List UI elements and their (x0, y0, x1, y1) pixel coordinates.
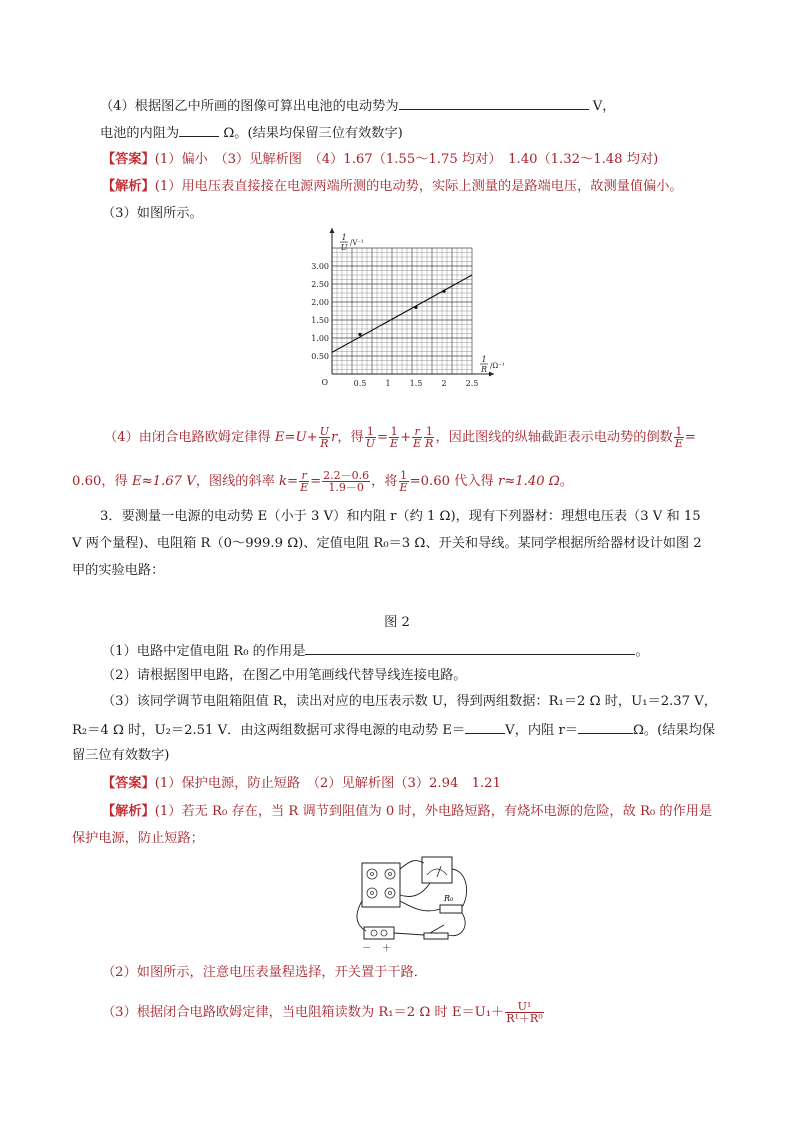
analysis-tag: 【解析】 (102, 179, 155, 194)
q4-unit: V， (592, 99, 616, 114)
analysis-1 (102, 177, 683, 197)
frac-den: R¹＋R⁰ (506, 1012, 543, 1025)
analysis2-l1: (1）若无 R₀ 存在，当 R 调节到阻值为 0 时，外电路短路，有烧坏电源的危险，故 R₀ 的作用是 (154, 804, 713, 819)
battery (364, 927, 394, 939)
r0-label: R₀ (444, 894, 454, 903)
line-chart (300, 228, 505, 408)
q3-s2: （2）请根据图甲电路，在图乙中用笔画线代替导线连接电路。 (102, 668, 467, 683)
q3-line1: 3．要测量一电源的电动势 E（小于 3 V）和内阻 r（约 1 Ω)，现有下列器材：理想电压表（3 V 和 15 (100, 509, 701, 524)
frac-num: 1 (675, 425, 683, 438)
emf-blank (399, 95, 589, 110)
q3-s1-end: 。 (635, 644, 649, 659)
emf-blank-2 (465, 719, 505, 734)
q3-s3-line3: 留三位有效数字) (72, 748, 170, 763)
y-label-num: 1 (341, 233, 347, 242)
sol-l2-c: ，图线的斜率 (195, 474, 280, 489)
fig-intro-text: （3）如图所示。 (102, 206, 203, 221)
frac-num: r (414, 425, 420, 438)
eq-r: r (331, 430, 338, 445)
sol-l1-a: （4）由闭合电路欧姆定律得 (104, 430, 275, 445)
y-tick-label: 1.50 (311, 316, 329, 325)
switch-lever (430, 925, 444, 933)
q4-solution-line1: （4）由闭合电路欧姆定律得 E=U+ $\frac{U}{R}$ r，得 $\frac{1}{U}$ = $\frac{1}{E}$ + $\frac{r}{E}$ $\frac{1}{R}$ ，因此图线的纵轴截距表示电动势的倒数 $\frac{1}{E}$ = (104, 425, 696, 450)
figure-caption: 图 2 (384, 615, 410, 630)
frac-den: E (413, 437, 422, 450)
frac-1-over-e-2 (674, 426, 684, 449)
sol-r-value: r≈1.40 Ω (497, 474, 560, 489)
q3-s3-l2b: V，内阻 r＝ (505, 723, 578, 738)
plus-label: ＋ (382, 944, 392, 954)
q4-line2-b: Ω。(结果均保留三位有效数字) (223, 126, 403, 141)
frac-num: 1 (400, 469, 408, 482)
q3-s1-text: （1）电路中定值电阻 R₀ 的作用是 (102, 644, 306, 659)
answer-1 (102, 150, 658, 170)
sol-l2-g: 。 (559, 474, 573, 489)
resistance-box (362, 863, 400, 907)
frac-u1-over-sum (505, 1001, 543, 1024)
analysis2-s3-text: （3）根据闭合电路欧姆定律，当电阻箱读数为 R₁＝2 Ω 时 E＝U₁＋ (102, 1005, 505, 1020)
resistance-blank (179, 122, 219, 137)
q3-s3-l2c: Ω。(结果均保 (632, 723, 715, 738)
x-label-unit: /Ω⁻¹ (490, 362, 505, 370)
q4-line1 (100, 95, 615, 117)
frac-num: r (301, 469, 307, 482)
data-point (358, 333, 361, 336)
frac-den: R (320, 437, 329, 450)
frac-den: U (365, 437, 375, 450)
frac-1-over-u (365, 426, 376, 449)
origin-label: O (321, 378, 328, 387)
frac-num: 1 (365, 426, 376, 438)
data-point (414, 306, 417, 309)
frac-den: R (425, 437, 434, 450)
frac-den: E (674, 437, 683, 450)
r0-resistor (440, 905, 462, 913)
q3-s3-l2a: R₂＝4 Ω 时，U₂＝2.51 V．由这两组数据可求得电源的电动势 E＝ (72, 723, 466, 738)
frac-1-over-e-4 (399, 470, 409, 493)
analysis-2-line1 (102, 802, 712, 822)
frac-den: E (300, 481, 309, 494)
frac-den: E (390, 437, 399, 450)
frac-den: 1.9－0 (328, 481, 364, 494)
y-tick-label: 2.50 (311, 280, 329, 289)
q4-solution-line2: 0.60，得 E≈1.67 V，图线的斜率 k= $\frac{r}{E}$ = $\frac{2.2-0.6}{1.9-0}$ ，将 $\frac{1}{E}$ =0.60 代入得 r≈1.40 Ω。 (72, 469, 573, 494)
q4-prefix: （4）根据图乙中所画的图像可算出电池的电动势为 (100, 99, 399, 114)
frac-num: U¹ (505, 1001, 543, 1013)
q4-line2 (100, 122, 403, 144)
frac-r-over-e-3 (299, 470, 309, 493)
analysis-2-s3 (102, 1001, 545, 1024)
sol-l1-b: ，得 (337, 430, 364, 445)
x-label-num: 1 (481, 355, 487, 364)
circuit-diagram (352, 855, 482, 955)
sol-l2-d: ，将 (371, 474, 398, 489)
y-tick-label: 2.00 (311, 298, 329, 307)
frac-u-over-r (319, 426, 330, 449)
x-tick-label: 1 (385, 379, 391, 388)
y-tick-label: 3.00 (311, 262, 329, 271)
x-axis-arrow (489, 372, 494, 377)
q3-line3: 甲的实验电路： (72, 563, 165, 578)
voltmeter (422, 857, 452, 883)
eq-u: U (295, 430, 307, 445)
x-tick-label: 2 (441, 379, 447, 388)
frac-num: U (319, 425, 330, 438)
sol-e-value: E≈1.67 V (131, 474, 196, 489)
frac-1-over-r (424, 426, 434, 449)
y-axis-arrow (330, 228, 335, 233)
answer-2 (102, 774, 501, 794)
frac-num: 2.2－0.6 (323, 469, 370, 482)
answer-text: (1）偏小 （3）见解析图 （4）1.67（1.55～1.75 均对） 1.40（1.32～1.48 均对) (154, 152, 659, 167)
analysis-2-line2: 保护电源，防止短路； (72, 831, 204, 846)
r0-role-blank (305, 640, 635, 655)
q3-s3-line1: （3）该同学调节电阻箱阻值 R，读出对应的电压表示数 U，得到两组数据：R₁＝2 Ω 时，U₁＝2.37 V， (102, 694, 717, 709)
frac-den: E (399, 481, 408, 494)
answer2-text: (1）保护电源，防止短路 （2）见解析图（3）2.94 1.21 (154, 776, 501, 791)
y-label-den: U (340, 243, 348, 252)
y-tick-label: 1.00 (311, 334, 329, 343)
fig-intro (102, 204, 203, 224)
frac-1-over-e (389, 426, 399, 449)
sol-l2-e: =0.60 代入得 (409, 474, 498, 489)
slope-k: k= (279, 474, 299, 489)
data-point (442, 290, 445, 293)
frac-slope (322, 470, 370, 493)
answer2-tag: 【答案】 (102, 776, 155, 791)
q3-s3-line2 (72, 719, 715, 741)
frac-num: 1 (390, 425, 398, 438)
r-blank-2 (578, 719, 633, 734)
frac-r-over-e (412, 426, 422, 449)
q3-line2: V 两个量程)、电阻箱 R（0～999.9 Ω)、定值电阻 R₀＝3 Ω、开关和导线。某同学根据所给器材设计如图 2 (72, 536, 702, 551)
y-label-unit: /V⁻¹ (350, 239, 364, 247)
analysis2-tag: 【解析】 (102, 804, 155, 819)
q3-s1 (102, 640, 649, 662)
sol-l1-c: ，因此图线的纵轴截距表示电动势的倒数 (435, 430, 673, 445)
analysis-2-s2: （2）如图所示，注意电压表量程选择，开关置于干路． (102, 965, 427, 980)
y-tick-label: 0.50 (311, 352, 329, 361)
minus-label: － (362, 944, 372, 954)
x-tick-label: 1.5 (409, 379, 423, 388)
x-tick-label: 2.5 (465, 379, 479, 388)
switch-base (424, 933, 448, 939)
analysis-text: (1）用电压表直接接在电源两端所测的电动势，实际上测量的是路端电压，故测量值偏小。 (154, 179, 683, 194)
q4-line2-a: 电池的内阻为 (100, 126, 180, 141)
x-label-den: R (480, 365, 488, 374)
frac-num: 1 (425, 425, 433, 438)
sol-l2-a: 0.60，得 (72, 474, 132, 489)
x-tick-label: 0.5 (353, 379, 367, 388)
eq-e: E (274, 430, 285, 445)
answer-tag: 【答案】 (102, 152, 155, 167)
